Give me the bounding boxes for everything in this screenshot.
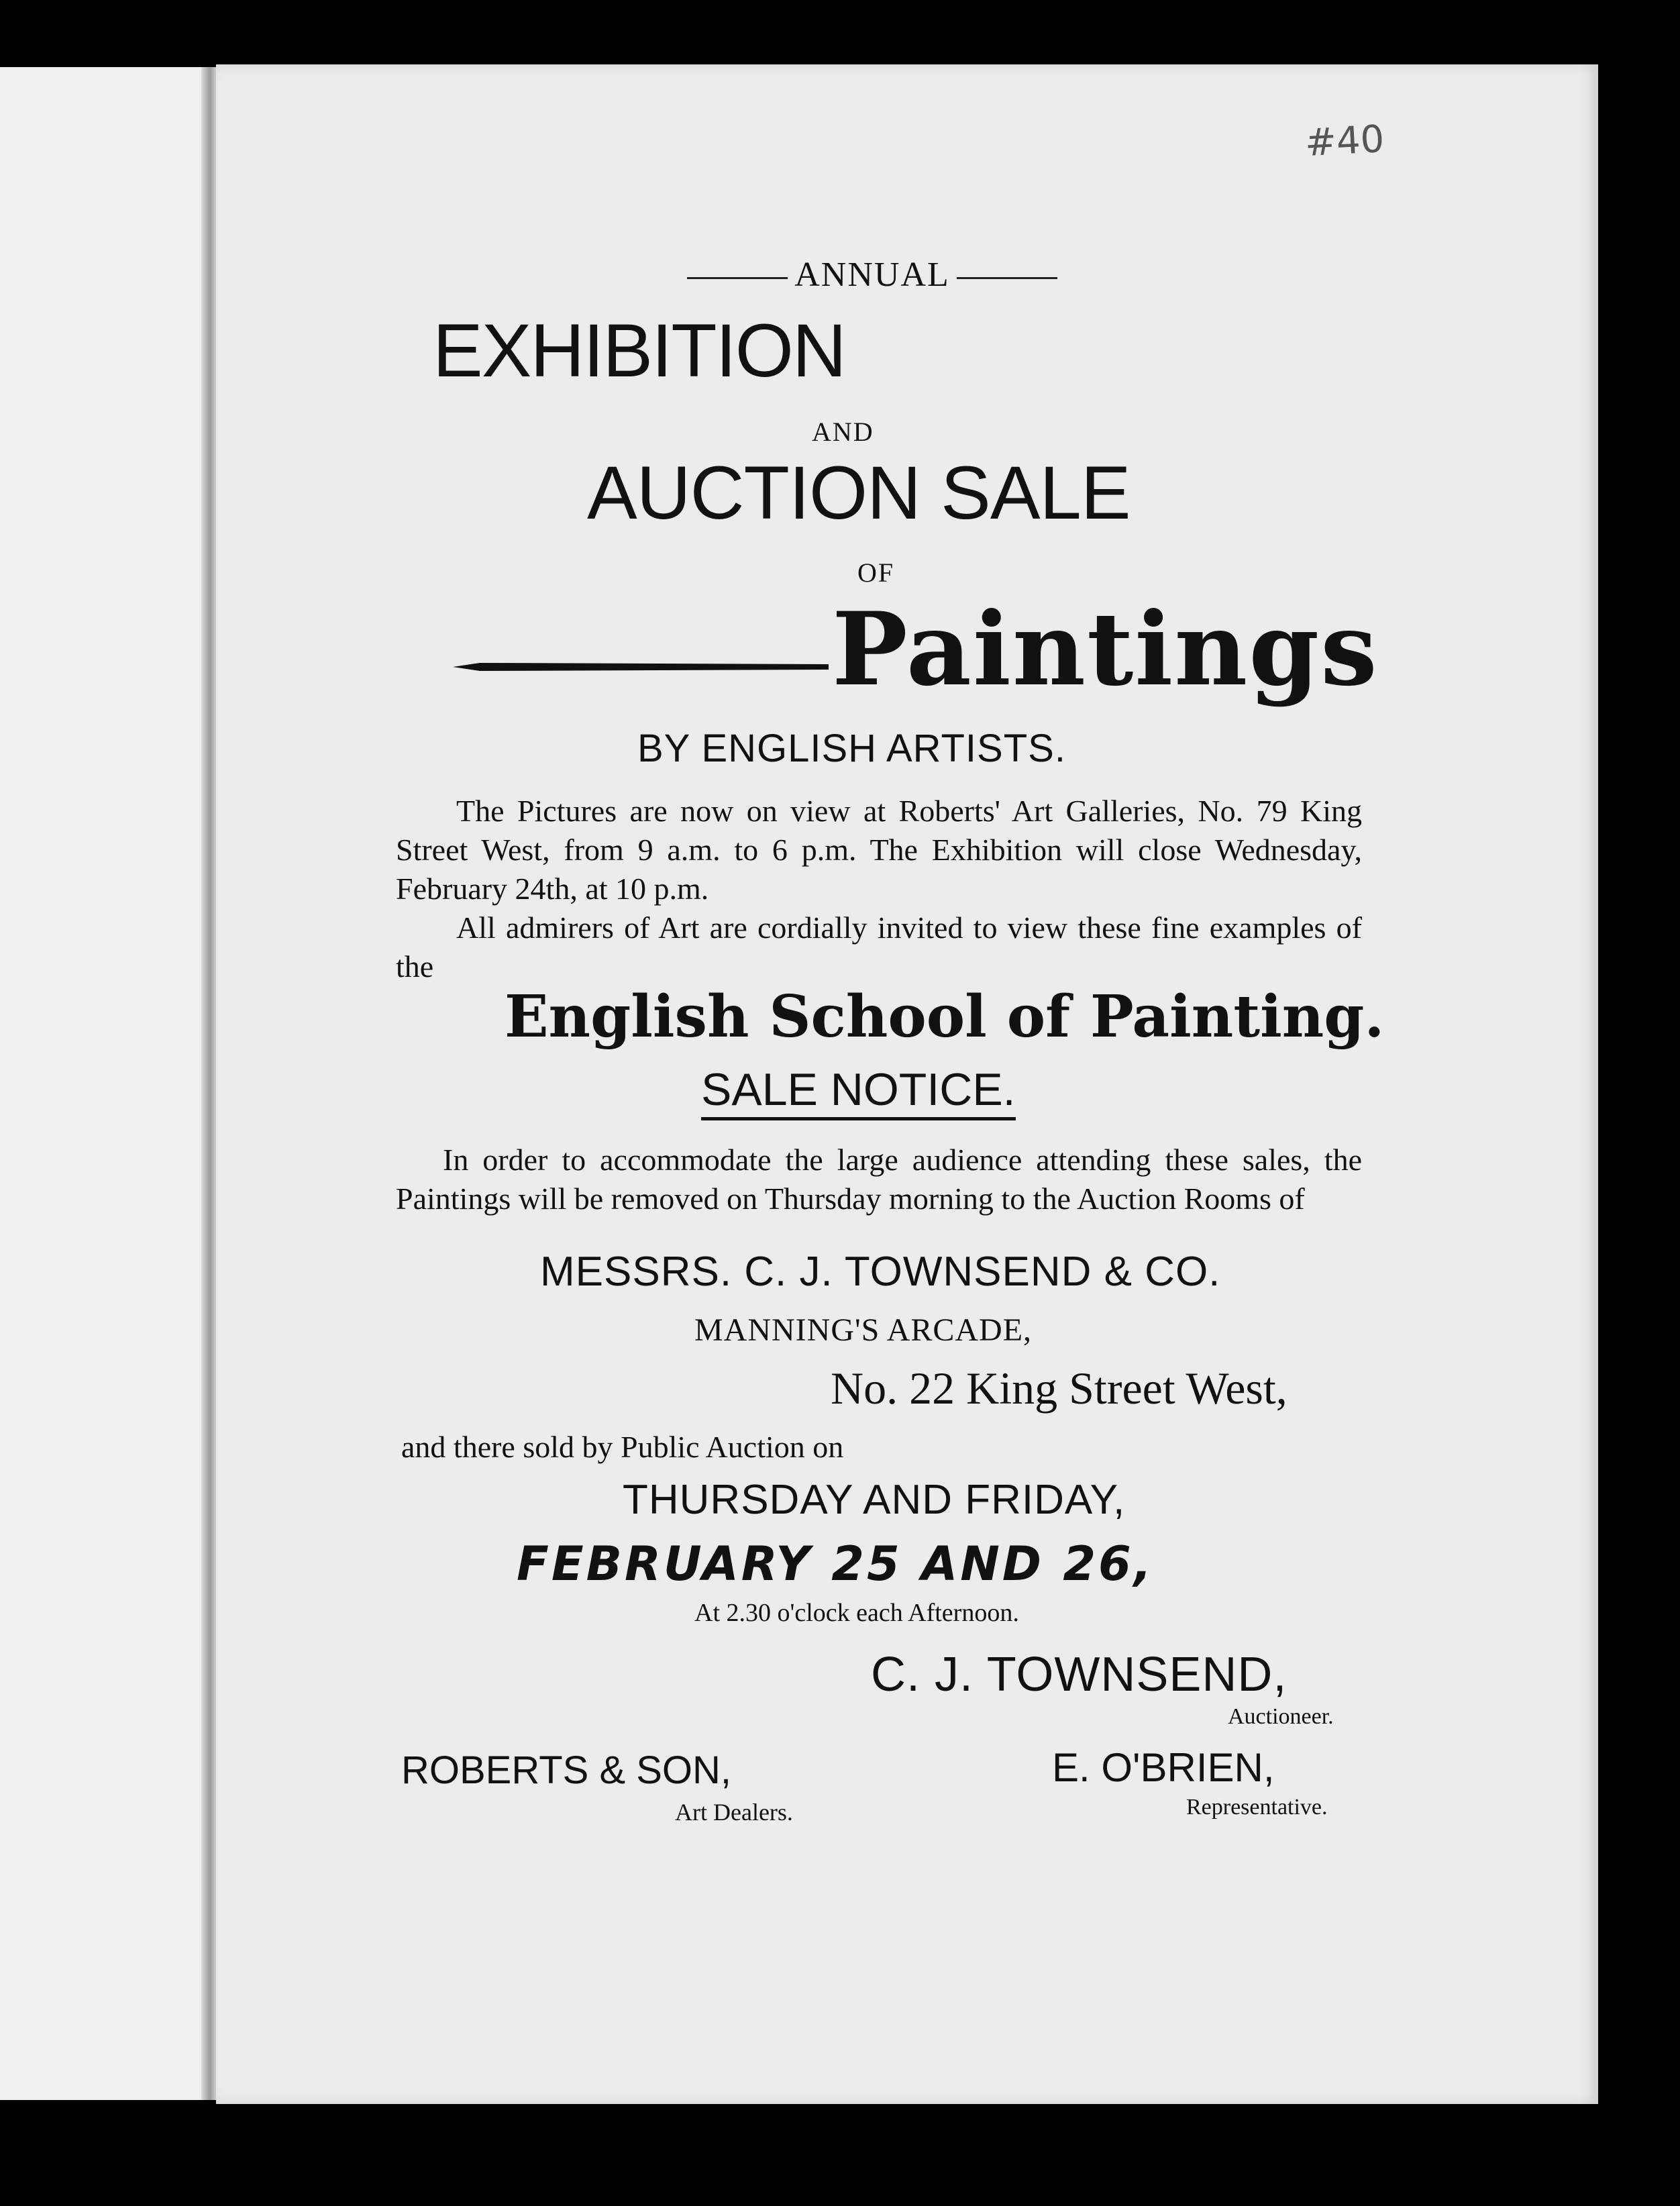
sale-notice-heading: SALE NOTICE. — [701, 1063, 1016, 1120]
exhibition-title: EXHIBITION — [433, 309, 845, 392]
sale-time: At 2.30 o'clock each Afternoon. — [694, 1599, 1019, 1627]
auctioneer-name: C. J. TOWNSEND, — [871, 1648, 1288, 1701]
annual-label: ANNUAL — [794, 256, 950, 294]
notice-paragraph: In order to accommodate the large audience attending these sales, the Paintings will be removed on Thursday morning to the Auction Rooms of — [396, 1143, 1362, 1216]
left-flourish — [687, 277, 788, 279]
sale-days: THURSDAY AND FRIDAY, — [623, 1477, 1126, 1523]
dealer-name: ROBERTS & SON, — [401, 1748, 732, 1792]
annual-heading — [671, 255, 1073, 295]
auction-sale-title: AUCTION SALE — [587, 451, 1131, 535]
representative-name: E. O'BRIEN, — [1052, 1745, 1275, 1790]
street-address: No. 22 King Street West, — [831, 1363, 1288, 1414]
and-label: AND — [812, 417, 874, 447]
english-school-heading: English School of Painting. — [505, 983, 1385, 1051]
auctioneer-title: Auctioneer. — [1228, 1704, 1334, 1729]
paintings-title: Paintings — [832, 590, 1379, 708]
book-spine — [201, 67, 216, 2100]
auction-house-name: MESSRS. C. J. TOWNSEND & CO. — [540, 1249, 1221, 1295]
arcade-name: MANNING'S ARCADE, — [694, 1312, 1033, 1348]
by-english-artists: BY ENGLISH ARTISTS. — [637, 727, 1066, 770]
pen-ornament — [453, 660, 829, 674]
representative-title: Representative. — [1186, 1795, 1328, 1820]
intro-paragraph: The Pictures are now on view at Roberts' Art Galleries, No. 79 King Street West, from 9 a.m. to 6 p.m. The Exhibition will close Wednesday, February 24th, at 10 p.m. — [396, 794, 1362, 906]
public-auction-line: and there sold by Public Auction on — [401, 1430, 844, 1464]
left-facing-page — [0, 67, 217, 2100]
dealer-title: Art Dealers. — [675, 1799, 793, 1826]
sale-dates: FEBRUARY 25 AND 26, — [517, 1536, 1155, 1591]
pencil-note: #40 — [1304, 117, 1385, 166]
right-flourish — [957, 277, 1057, 279]
of-label: OF — [857, 558, 895, 588]
invitation-paragraph: All admirers of Art are cordially invited to view these fine examples of the — [396, 910, 1362, 984]
